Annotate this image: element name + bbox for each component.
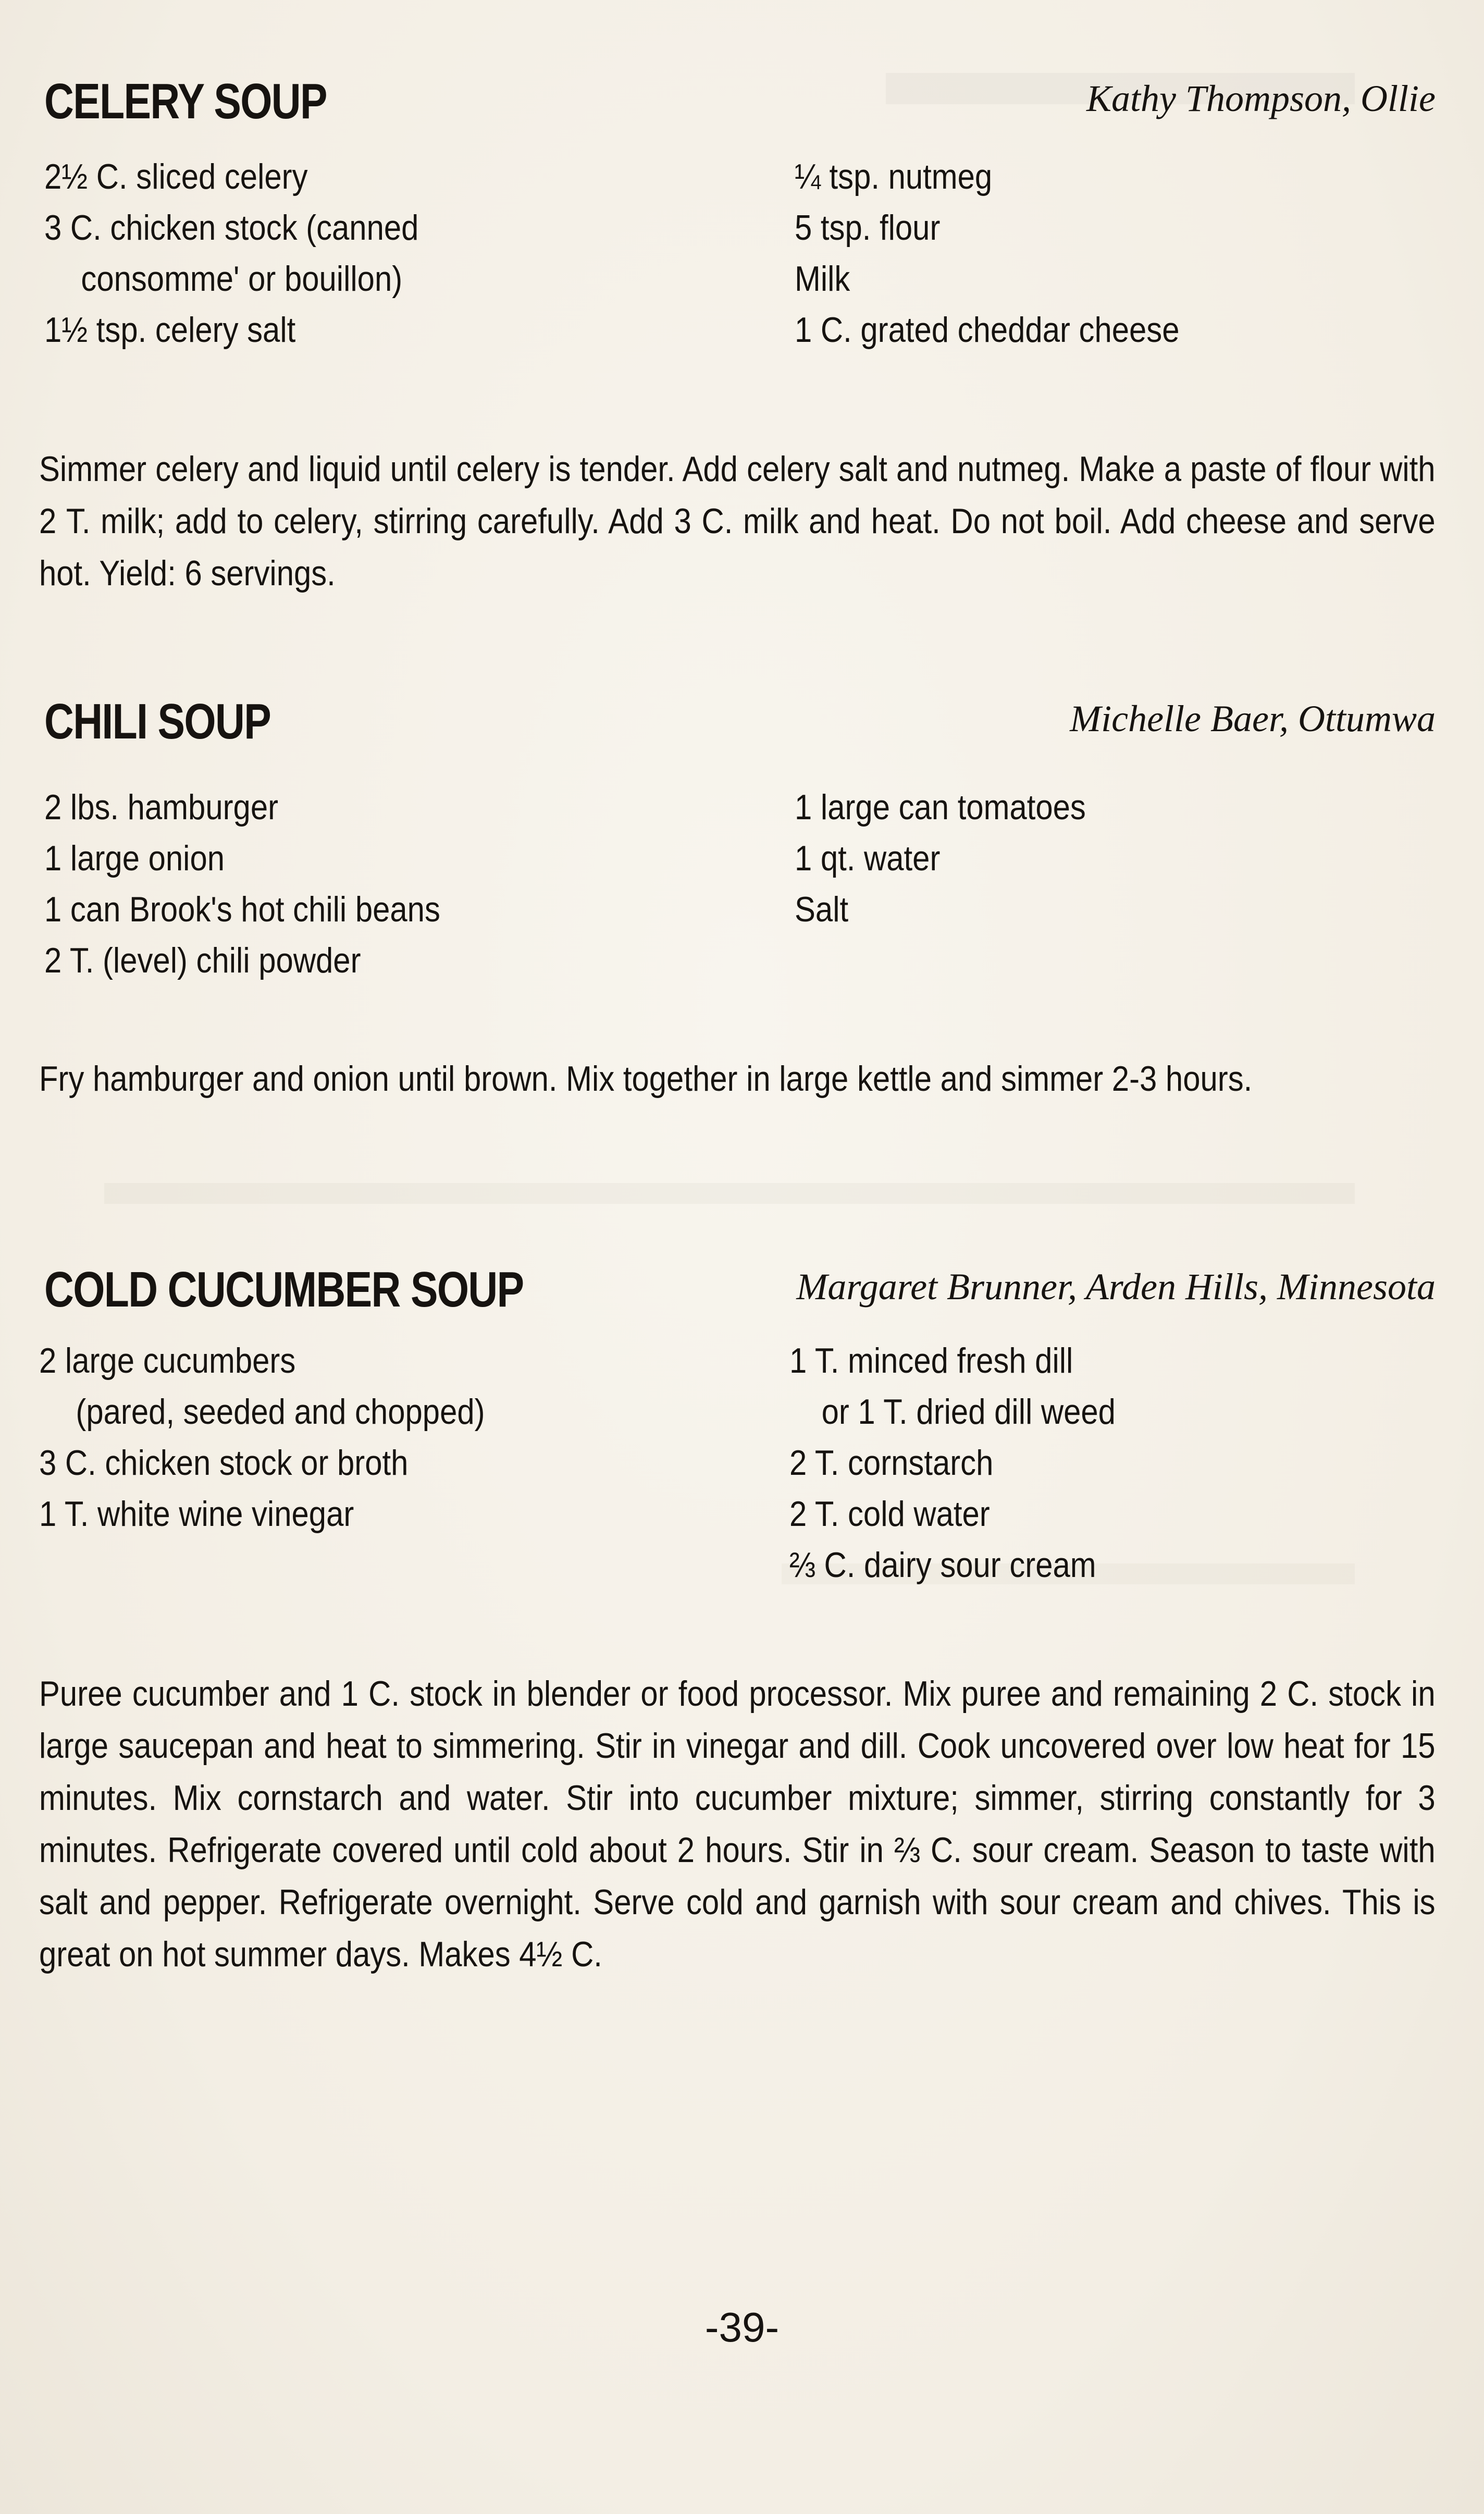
ingredient: (pared, seeded and chopped) [76,1392,485,1432]
ingredient: 2½ C. sliced celery [44,157,308,196]
instructions-text: Fry hamburger and onion until brown. Mix together in large kettle and simmer 2-3 hours. [39,1059,1253,1099]
ingredient: 1 qt. water [795,839,941,878]
ingredient: 5 tsp. flour [795,208,941,248]
bleed-through-shadow [104,1183,1355,1204]
ingredient-list [39,782,1436,1001]
ingredient: or 1 T. dried dill weed [821,1392,1116,1432]
ingredient: 1 large can tomatoes [795,787,1086,827]
ingredient: 1½ tsp. celery salt [44,310,296,350]
ingredient: 2 lbs. hamburger [44,787,279,827]
instructions-text: Simmer celery and liquid until celery is tender. Add celery salt and nutmeg. Make a paste of flour with 2 T. milk; add to celery, stirring carefully. Add 3 C. milk and heat. Do not boil. Add cheese and serve hot. Yield: 6 servings. [39,449,1436,593]
ingredient: 1 can Brook's hot chili beans [44,890,440,929]
ingredient: 1 T. minced fresh dill [789,1341,1073,1381]
ingredient: 2 T. (level) chili powder [44,941,361,980]
ingredient: Salt [795,890,849,929]
ingredient: ⅔ C. dairy sour cream [789,1545,1096,1585]
recipe-title: CELERY SOUP [44,73,327,129]
recipe-author: Michelle Baer, Ottumwa [1070,698,1436,740]
ingredient: Milk [795,259,850,299]
recipe-title: CHILI SOUP [44,694,271,749]
recipe-instructions [39,1053,1436,1105]
ingredient-list [39,151,1436,370]
ingredient-column-left [44,782,774,986]
ingredient-column-left [39,1335,769,1539]
ingredient: 1 T. white wine vinegar [39,1494,354,1534]
ingredient: 3 C. chicken stock (canned [44,208,419,248]
recipe-cold-cucumber-soup [39,1261,1436,1974]
recipe-author: Margaret Brunner, Arden Hills, Minnesota [796,1266,1436,1308]
ingredient: 1 C. grated cheddar cheese [795,310,1180,350]
ingredient-list [39,1335,1436,1606]
recipe-title: COLD CUCUMBER SOUP [44,1262,524,1317]
ingredient: 3 C. chicken stock or broth [39,1443,409,1483]
ingredient-column-right [795,782,1420,935]
page-number: -39- [704,2304,780,2350]
recipe-author: Kathy Thompson, Ollie [1086,78,1436,119]
instructions-text: Puree cucumber and 1 C. stock in blender or food processor. Mix puree and remaining 2 C. stock in large saucepan and heat to simmering. Stir in vinegar and dill. Cook uncovered over low heat for 15 minutes. Mix cornstarch and water. Stir into cucumber mixture; simmer, stirring constantly for 3 minutes. Refrigerate covered until cold about 2 hours. Stir in ⅔ C. sour cream. Season to taste with salt and pepper. Refrigerate overnight. Serve cold and garnish with sour cream and chives. This is great on hot summer days. Makes 4½ C. [39,1674,1436,1974]
ingredient-column-right [795,151,1420,355]
recipe-instructions [39,443,1436,599]
ingredient-column-left [44,151,774,355]
ingredient: consomme' or bouillon) [81,259,403,299]
ingredient-column-right [789,1335,1415,1591]
ingredient: ¼ tsp. nutmeg [795,157,993,196]
recipe-instructions [39,1668,1436,1980]
ingredient: 1 large onion [44,839,225,878]
recipe-celery-soup [39,73,1436,593]
ingredient: 2 large cucumbers [39,1341,296,1381]
ingredient: 2 T. cold water [789,1494,990,1534]
ingredient: 2 T. cornstarch [789,1443,994,1483]
recipe-chili-soup [39,693,1436,1099]
